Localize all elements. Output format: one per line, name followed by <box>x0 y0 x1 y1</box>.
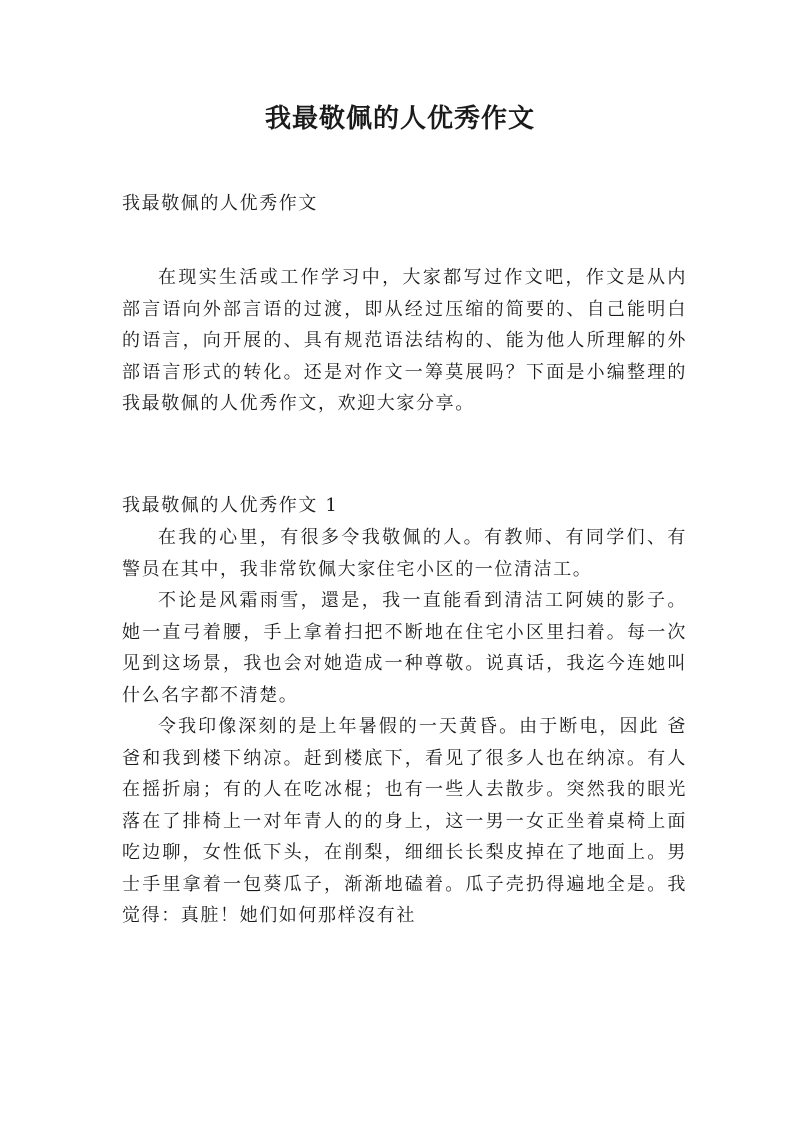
section-body <box>122 522 687 932</box>
section-paragraph: 不论是风霜雨雪，還是，我一直能看到清洁工阿姨的影子。她一直弓着腰，手上拿着扫把不断地在住宅小区里扫着。每一次见到这场景，我也会对她造成一种尊敬。说真话，我迄今连她叫什么名字都不清楚。 <box>122 590 687 706</box>
intro-section <box>122 262 687 420</box>
intro-paragraph: 在现实生活或工作学习中，大家都写过作文吧，作文是从内部言语向外部言语的过渡，即从经过压缩的简要的、自己能明白的语言，向开展的、具有规范语法结构的、能为他人所理解的外部语言形式的转化。还是对作文一筹莫展吗？下面是小编整理的我最敬佩的人优秀作文，欢迎大家分享。 <box>122 267 687 414</box>
document-subtitle: 我最敬佩的人优秀作文 <box>122 193 318 214</box>
section-heading: 我最敬佩的人优秀作文 1 <box>122 495 339 516</box>
section-paragraph: 令我印像深刻的是上年暑假的一天黄昏。由于断电，因此 爸爸和我到楼下纳凉。赶到楼底下，看见了很多人也在纳凉。有人在摇折扇；有的人在吃冰棍；也有一些人去散步。突然我的眼光落在了排椅上一对年青人的的身上，这一男一女正坐着桌椅上面吃边聊，女性低下头，在削梨，细细长长梨皮掉在了地面上。男士手里拿着一包葵瓜子，渐渐地磕着。瓜子壳扔得遍地全是。我觉得：真脏！她们如何那样沒有社 <box>122 716 687 926</box>
section-paragraph: 在我的心里，有很多令我敬佩的人。有教师、有同学们、有警员在其中，我非常钦佩大家住宅小区的一位清洁工。 <box>122 527 687 580</box>
document-title: 我最敬佩的人优秀作文 <box>264 104 535 134</box>
